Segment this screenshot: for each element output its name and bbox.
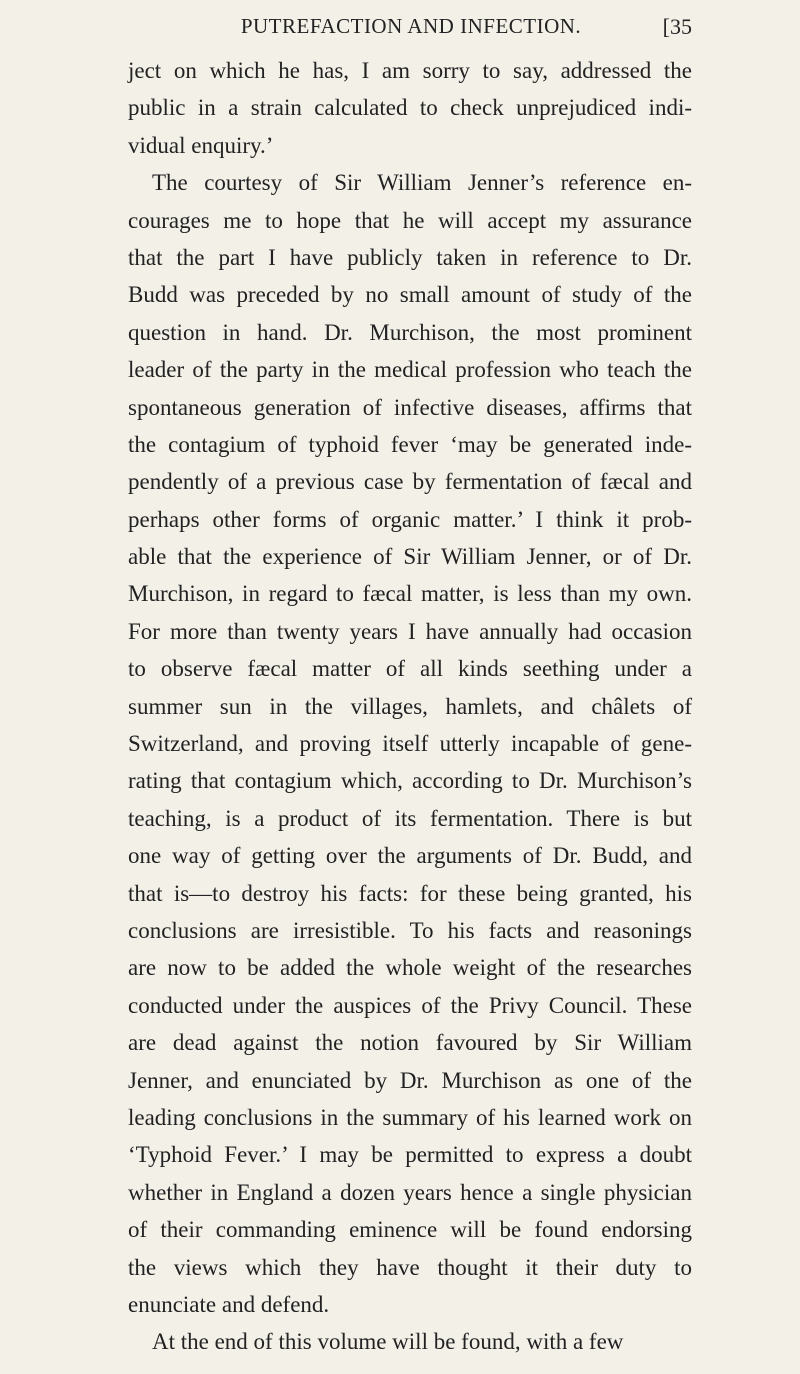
text-line: perhaps other forms of organic matter.’ I think it prob- bbox=[128, 506, 692, 532]
text-line: conducted under the auspices of the Privy Council. These bbox=[128, 992, 692, 1018]
text-line: leading conclusions in the summary of his learned work on bbox=[128, 1104, 692, 1130]
text-line: of their commanding eminence will be found endorsing bbox=[128, 1217, 692, 1243]
text-line: that the part I have publicly taken in reference to Dr. bbox=[128, 244, 692, 270]
text-line: the views which they have thought it their duty to bbox=[128, 1254, 692, 1280]
body-text bbox=[128, 52, 692, 1361]
text-line: Budd was preceded by no small amount of study of the bbox=[128, 282, 692, 308]
text-line: one way of getting over the arguments of Dr. Budd, and bbox=[128, 843, 692, 869]
text-line: the contagium of typhoid fever ‘may be generated inde- bbox=[128, 431, 692, 457]
text-line: question in hand. Dr. Murchison, the most prominent bbox=[128, 319, 692, 345]
text-line: public in a strain calculated to check unprejudiced indi- bbox=[128, 95, 692, 121]
page-number: [35 bbox=[662, 14, 692, 39]
text-line: pendently of a previous case by fermentation of fæcal and bbox=[128, 469, 692, 495]
text-line: that is—to destroy his facts: for these being granted, his bbox=[128, 880, 692, 906]
text-line: summer sun in the villages, hamlets, and châlets of bbox=[128, 693, 692, 719]
text-line: Jenner, and enunciated by Dr. Murchison as one of the bbox=[128, 1067, 692, 1093]
text-line: Murchison, in regard to fæcal matter, is less than my own. bbox=[128, 581, 692, 607]
text-line: Switzerland, and proving itself utterly incapable of gene- bbox=[128, 731, 692, 757]
text-line: are now to be added the whole weight of the researches bbox=[128, 955, 692, 981]
text-line: At the end of this volume will be found, with a few bbox=[152, 1329, 624, 1355]
text-line: ‘Typhoid Fever.’ I may be permitted to express a doubt bbox=[128, 1142, 692, 1168]
text-line: conclusions are irresistible. To his facts and reasonings bbox=[128, 917, 692, 943]
text-line: spontaneous generation of infective diseases, affirms that bbox=[128, 394, 692, 420]
text-line: teaching, is a product of its fermentation. There is but bbox=[128, 805, 692, 831]
text-line: whether in England a dozen years hence a single physician bbox=[128, 1179, 692, 1205]
running-title: PUTREFACTION AND INFECTION. bbox=[240, 14, 582, 38]
text-line: The courtesy of Sir William Jenner’s reference en- bbox=[152, 170, 692, 196]
page-header bbox=[130, 14, 692, 44]
text-line: to observe fæcal matter of all kinds seething under a bbox=[128, 656, 692, 682]
text-line: courages me to hope that he will accept my assurance bbox=[128, 207, 692, 233]
text-line: leader of the party in the medical profession who teach the bbox=[128, 357, 692, 383]
text-line: are dead against the notion favoured by Sir William bbox=[128, 1030, 692, 1056]
text-line: ject on which he has, I am sorry to say, addressed the bbox=[128, 58, 692, 83]
text-line: enunciate and defend. bbox=[128, 1291, 330, 1317]
text-line: For more than twenty years I have annually had occasion bbox=[128, 618, 692, 644]
text-line: able that the experience of Sir William Jenner, or of Dr. bbox=[128, 544, 692, 570]
text-line: rating that contagium which, according to Dr. Murchison’s bbox=[128, 768, 692, 794]
text-line: vidual enquiry.’ bbox=[128, 132, 274, 158]
